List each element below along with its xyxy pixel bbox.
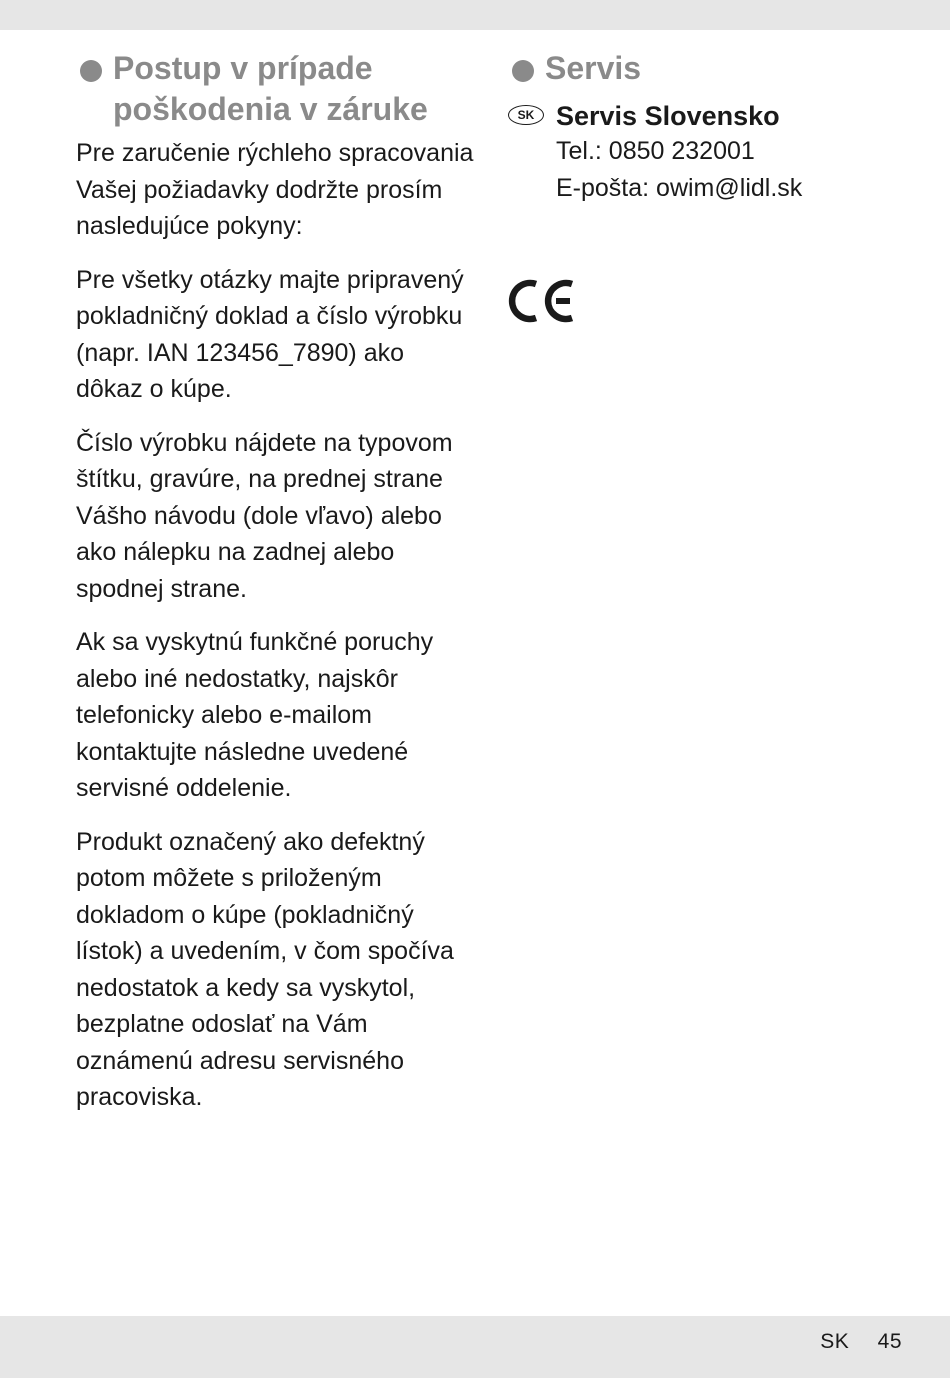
country-badge-icon: SK (508, 105, 544, 125)
heading-bullet-icon (80, 60, 102, 82)
page-number: 45 (877, 1330, 902, 1353)
service-contact (508, 99, 908, 207)
heading-bullet-icon (512, 60, 534, 82)
service-phone: Tel.: 0850 232001 (556, 136, 755, 165)
warranty-paragraph: Pre zaručenie rýchleho spracovania Vašej požiadavky dodržte prosím nasledujúce pokyny: (76, 139, 474, 240)
service-email: E-pošta: owim@lidl.sk (556, 173, 803, 202)
service-heading (508, 48, 908, 89)
warranty-paragraph: Produkt označený ako defektný potom môžete s priloženým dokladom o kúpe (pokladničný lístok) a uvedením, v čom spočíva nedostatok a kedy sa vyskytol, bezplatne odoslať na Vám oznámenú adresu servisného pracoviska. (76, 827, 454, 1111)
top-band (0, 0, 950, 30)
warranty-paragraph: Pre všetky otázky majte pripravený pokladničný doklad a číslo výrobku (napr. IAN 123456_7890) ako dôkaz o kúpe. (76, 265, 464, 403)
warranty-paragraph: Číslo výrobku nájdete na typovom štítku, gravúre, na prednej strane Vášho návodu (dole vľavo) alebo ako nálepku na zadnej alebo spodnej strane. (76, 428, 453, 603)
footer (820, 1330, 902, 1354)
ce-mark-icon (508, 276, 576, 326)
warranty-heading-text: Postup v prípade poškodenia v záruke (113, 50, 428, 127)
service-section (508, 48, 908, 207)
footer-band (0, 1316, 950, 1378)
footer-language: SK (820, 1330, 850, 1353)
warranty-heading (76, 48, 476, 129)
service-heading-text: Servis (545, 50, 642, 86)
warranty-paragraph: Ak sa vyskytnú funkčné poruchy alebo iné nedostatky, najskôr telefonicky alebo e-mailom kontaktujte následne uvedené servisné oddelenie. (76, 628, 434, 802)
service-name: Servis Slovensko (556, 100, 780, 131)
warranty-section (76, 48, 476, 1116)
